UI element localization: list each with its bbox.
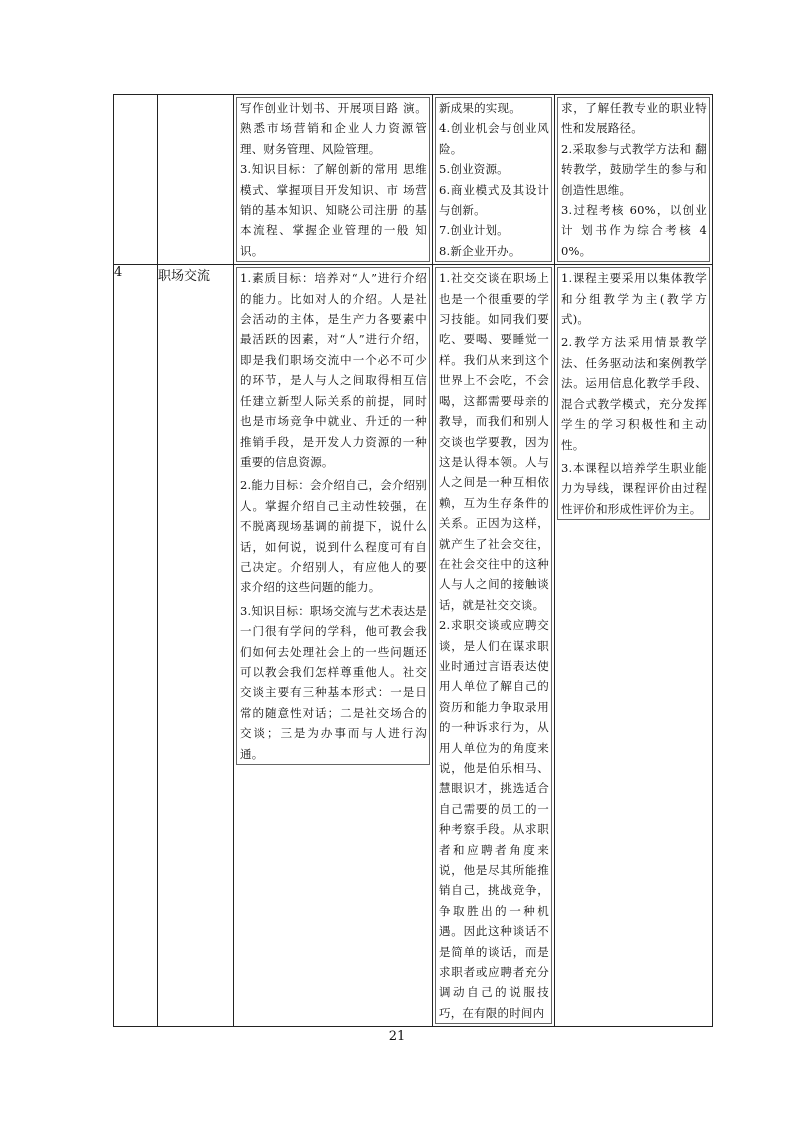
content-text: 8.新企业开办。: [439, 243, 521, 258]
content-text: 7.创业计划。: [439, 223, 509, 238]
table-row: [114, 95, 713, 265]
method-box: [557, 267, 710, 520]
content-text: 6.商业模式及其设计与创新。: [439, 182, 549, 218]
method-box: [557, 97, 710, 262]
method-text: 1.课程主要采用以集体教学和分组教学为主(教学方式)。: [561, 271, 707, 327]
content-text: 1.社交交谈在职场上也是一个很重要的学习技能。如同我们要吃、要喝、要睡觉一样。我们从来到这个世界上不会吃，不会喝，这都需要母亲的教导，而我们和别人交谈也学要教，因为这是认得本领。人与人之间是一种互相依赖，互为生存条件的关系。正因为这样，就产生了社会交往，在社会交往中的这种人与人之间的接触谈话，就是社交交谈。: [439, 271, 549, 612]
goals-cell: [234, 95, 433, 265]
goals-cell: [234, 265, 433, 1027]
course-name-cell: [158, 95, 234, 265]
method-cell: [555, 265, 713, 1027]
goals-text: 2.能力目标：会介绍自己，会介绍别人。掌握介绍自己主动性较强，在不脱离现场基调的前提下，说什么话，如何说，说到什么程度可有自己决定。介绍别人，有应他人的要求介绍的这些问题的能力。: [240, 478, 427, 595]
table-row: [114, 265, 713, 1027]
content-cell: [433, 265, 555, 1027]
goals-text: 3.知识目标：职场交流与艺术表达是一门很有学问的学科，他可教会我们如何去处理社会上的一些问题还可以教会我们怎样尊重他人。社交交谈主要有三种基本形式：一是日常的随意性对话；二是社交场合的交谈；三是为办事而与人进行沟通。: [240, 603, 427, 761]
goals-box: [236, 97, 430, 262]
content-text: 4.创业机会与创业风险。: [439, 121, 549, 156]
content-box: [435, 97, 552, 262]
method-text: 2.教学方法采用情景教学法、任务驱动法和案例教学法。运用信息化教学手段、混合式教学模式，充分发挥学生的学习积极性和主动性。: [561, 335, 707, 452]
goals-text: 1.素质目标：培养对“人”进行介绍的能力。比如对人的介绍。人是社会活动的主体，是生产力各要素中最活跃的因素，对“人”进行介绍，即是我们职场交流中一个必不可少的环节，是人与人之间取得相互信任建立新型人际关系的前提，同时也是市场竞争中就业、升迁的一种推销手段，是开发人力资源的一种重要的信息资源。: [240, 271, 427, 469]
page-number: 21: [388, 1029, 406, 1044]
goals-text: 写作创业计划书、开展项目路 演。熟悉市场营销和企业人力资源管理、财务管理、风险管理。: [240, 101, 427, 156]
course-table: [113, 94, 713, 1027]
goals-text: 3.知识目标：了解创新的常用 思维模式、掌握项目开发知识、市 场营销的基本知识、知晓公司注册 的基本流程、掌握企业管理的一般 知识。: [240, 162, 427, 258]
content-text: 新成果的实现。: [439, 101, 521, 115]
content-text: 2.求职交谈或应聘交谈，是人们在谋求职业时通过言语表达使用人单位了解自己的资历和能力争取录用的一种诉求行为，从用人单位为的角度来说，他是伯乐相马、慧眼识才，挑选适合自己需要的员工的一种考察手段。从求职者和应聘者角度来说，他是尽其所能推销自己，挑战竞争，争取胜出的一种机遇。因此这种谈话不是简单的谈话，而是求职者或应聘者充分调动自己的说服技巧，在有限的时间内: [439, 618, 549, 1020]
course-name-cell: 职场交流: [158, 265, 234, 1027]
row-number-cell: [114, 95, 158, 265]
row-number-cell: 4: [114, 265, 158, 1027]
method-text: 2.采取参与式教学方法和 翻转教学，鼓励学生的参与和 创造性思维。: [561, 141, 707, 197]
method-text: 3.过程考核 60%，以创业计 划书作为综合考核 40%。: [561, 203, 707, 258]
method-text: 3.本课程以培养学生职业能力为导线，课程评价由过程性评价和形成性评价为主。: [561, 460, 707, 516]
method-cell: [555, 95, 713, 265]
method-text: 求，了解任教专业的职业特性和发展路径。: [561, 101, 707, 136]
content-box: [435, 267, 552, 1024]
content-cell: [433, 95, 555, 265]
content-text: 5.创业资源。: [439, 162, 509, 177]
goals-box: [236, 267, 430, 765]
